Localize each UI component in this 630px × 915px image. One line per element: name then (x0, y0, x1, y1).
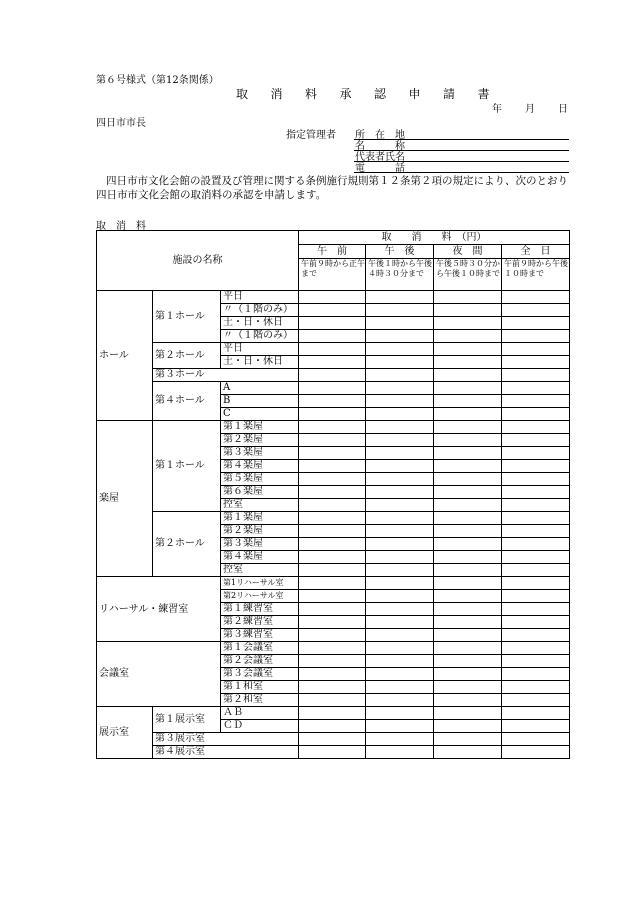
item-label: 土・日・休日 (221, 317, 299, 330)
fee-cell[interactable] (502, 629, 570, 642)
fee-cell[interactable] (366, 616, 434, 629)
fee-cell[interactable] (366, 629, 434, 642)
fee-cell[interactable] (502, 499, 570, 512)
item-label: 〃（１階のみ） (221, 304, 299, 317)
fee-cell[interactable] (299, 473, 366, 486)
item-label: 第１練習室 (221, 603, 299, 616)
fee-cell[interactable] (299, 525, 366, 538)
fee-cell[interactable] (434, 382, 502, 395)
fee-cell[interactable] (434, 551, 502, 564)
fee-cell[interactable] (434, 460, 502, 473)
fee-cell[interactable] (502, 603, 570, 616)
fee-cell[interactable] (502, 746, 570, 759)
fee-cell[interactable] (502, 538, 570, 551)
fee-cell[interactable] (366, 499, 434, 512)
fee-cell[interactable] (299, 369, 366, 382)
fee-cell[interactable] (299, 447, 366, 460)
item-label: 控室 (221, 499, 299, 512)
fee-cell[interactable] (502, 395, 570, 408)
fee-cell[interactable] (299, 564, 366, 577)
fee-cell[interactable] (502, 733, 570, 746)
field-representative: 代表者氏名 (355, 152, 405, 163)
sub-exhibit-1: 第１展示室 (153, 707, 221, 733)
fee-cell[interactable] (434, 668, 502, 681)
fee-cell[interactable] (366, 694, 434, 707)
fee-cell[interactable] (299, 512, 366, 525)
fee-cell[interactable] (502, 291, 570, 304)
sub-dressing-hall-1: 第１ホール (153, 421, 221, 512)
fee-cell[interactable] (299, 486, 366, 499)
fee-cell[interactable] (434, 369, 502, 382)
fee-cell[interactable] (502, 317, 570, 330)
fee-cell[interactable] (502, 694, 570, 707)
item-label: A (221, 382, 299, 395)
fee-cell[interactable] (366, 577, 434, 590)
fee-cell[interactable] (502, 369, 570, 382)
fee-cell[interactable] (502, 473, 570, 486)
form-number: 第６号様式（第12条関係） (96, 75, 219, 86)
page-title: 取消料承認申請書 (236, 87, 513, 101)
item-label: 第２楽屋 (221, 434, 299, 447)
fee-cell[interactable] (502, 642, 570, 655)
fee-cell[interactable] (434, 317, 502, 330)
fee-cell[interactable] (434, 590, 502, 603)
fee-cell[interactable] (299, 746, 366, 759)
fee-cell[interactable] (366, 668, 434, 681)
fee-cell[interactable] (434, 343, 502, 356)
fee-cell[interactable] (366, 525, 434, 538)
sub-hall-1: 第１ホール (153, 291, 221, 343)
applicant-label: 指定管理者 (286, 130, 336, 141)
fee-cell[interactable] (502, 343, 570, 356)
fee-cell[interactable] (434, 330, 502, 343)
item-label: 第１和室 (221, 681, 299, 694)
item-label: 第１楽屋 (221, 512, 299, 525)
fee-cell[interactable] (299, 681, 366, 694)
fee-cell[interactable] (434, 473, 502, 486)
field-phone: 電 話 (355, 163, 405, 174)
fee-cell[interactable] (299, 434, 366, 447)
fee-cell[interactable] (299, 395, 366, 408)
group-dressing-room: 楽屋 (97, 421, 153, 577)
item-label: 第５楽屋 (221, 473, 299, 486)
fee-cell[interactable] (366, 486, 434, 499)
fee-cell[interactable] (299, 460, 366, 473)
group-rehearsal: リハーサル・練習室 (97, 577, 221, 642)
fee-cell[interactable] (299, 577, 366, 590)
fee-cell[interactable] (299, 304, 366, 317)
item-label: 第４楽屋 (221, 460, 299, 473)
date-line: 年 月 日 (492, 104, 569, 115)
period-morning: 午 前 (299, 245, 366, 259)
fee-cell[interactable] (434, 538, 502, 551)
item-label: 平日 (221, 291, 299, 304)
item-label: 第２練習室 (221, 616, 299, 629)
item-label: 〃（１階のみ） (221, 330, 299, 343)
fee-cell[interactable] (299, 629, 366, 642)
fee-cell[interactable] (434, 720, 502, 733)
fee-cell[interactable] (502, 486, 570, 499)
field-address: 所 在 地 (355, 130, 405, 141)
sub-hall-4: 第４ホール (153, 382, 221, 421)
period-allday: 全 日 (502, 245, 570, 259)
item-label: 第４楽屋 (221, 551, 299, 564)
fee-cell[interactable] (434, 304, 502, 317)
body-text: 四日市市文化会館の設置及び管理に関する条例施行規則第１２条第２項の規定により、次のとおり四日市市文化会館の取消料の承認を申請します。 (96, 175, 568, 201)
fee-cell[interactable] (434, 681, 502, 694)
fee-cell[interactable] (299, 356, 366, 369)
fee-cell[interactable] (434, 408, 502, 421)
fee-cell[interactable] (366, 408, 434, 421)
fee-cell[interactable] (434, 421, 502, 434)
sub-hall-3: 第３ホール (153, 369, 299, 382)
fee-cell[interactable] (502, 408, 570, 421)
section-label: 取 消 料 (96, 221, 146, 232)
fee-cell[interactable] (299, 382, 366, 395)
item-label: 第２楽屋 (221, 525, 299, 538)
fee-cell[interactable] (434, 746, 502, 759)
fee-cell[interactable] (366, 447, 434, 460)
fee-cell[interactable] (299, 291, 366, 304)
fee-cell[interactable] (502, 590, 570, 603)
fee-cell[interactable] (502, 447, 570, 460)
item-label: 土・日・休日 (221, 356, 299, 369)
fee-cell[interactable] (299, 655, 366, 668)
fee-cell[interactable] (502, 577, 570, 590)
fee-cell[interactable] (434, 694, 502, 707)
fee-cell[interactable] (299, 694, 366, 707)
fee-cell[interactable] (299, 317, 366, 330)
sub-dressing-hall-2: 第２ホール (153, 512, 221, 577)
field-name: 名 称 (355, 141, 405, 152)
fee-cell[interactable] (366, 603, 434, 616)
fee-cell[interactable] (434, 434, 502, 447)
fee-cell[interactable] (502, 525, 570, 538)
fee-cell[interactable] (502, 668, 570, 681)
fee-cell[interactable] (434, 655, 502, 668)
group-hall: ホール (97, 291, 153, 421)
fee-cell[interactable] (366, 434, 434, 447)
fee-cell[interactable] (366, 330, 434, 343)
item-label: 第３会議室 (221, 668, 299, 681)
fee-cell[interactable] (366, 746, 434, 759)
item-label: ＡＢ (221, 707, 299, 720)
fee-cell[interactable] (299, 642, 366, 655)
sub-exhibit-4: 第４展示室 (153, 746, 299, 759)
fee-cell[interactable] (366, 343, 434, 356)
fee-cell[interactable] (299, 590, 366, 603)
fee-cell[interactable] (299, 421, 366, 434)
fee-cell[interactable] (502, 616, 570, 629)
fee-cell[interactable] (366, 304, 434, 317)
fee-cell[interactable] (366, 382, 434, 395)
fee-cell[interactable] (502, 330, 570, 343)
period-morning-note: 午前９時から正午まで (299, 259, 366, 291)
item-label: 第１会議室 (221, 642, 299, 655)
fee-cell[interactable] (366, 512, 434, 525)
item-label: ＣＤ (221, 720, 299, 733)
item-label: 第１楽屋 (221, 421, 299, 434)
fee-cell[interactable] (502, 421, 570, 434)
fee-cell[interactable] (299, 551, 366, 564)
fee-cell[interactable] (366, 369, 434, 382)
item-label: 第３楽屋 (221, 538, 299, 551)
item-label: B (221, 395, 299, 408)
item-label: 第３練習室 (221, 629, 299, 642)
fee-cell[interactable] (299, 538, 366, 551)
sub-exhibit-3: 第３展示室 (153, 733, 299, 746)
fee-cell[interactable] (434, 733, 502, 746)
fee-cell[interactable] (434, 564, 502, 577)
cancellation-fee-table (96, 230, 570, 759)
sub-hall-2: 第２ホール (153, 343, 221, 369)
fee-cell[interactable] (366, 395, 434, 408)
facility-header: 施設の名称 (97, 231, 299, 291)
fee-cell[interactable] (366, 642, 434, 655)
period-afternoon: 午 後 (366, 245, 434, 259)
fee-cell[interactable] (299, 343, 366, 356)
fee-cell[interactable] (502, 551, 570, 564)
fee-cell[interactable] (502, 681, 570, 694)
fee-header: 取 消 料 （円） (299, 231, 570, 245)
fee-cell[interactable] (299, 603, 366, 616)
fee-cell[interactable] (366, 538, 434, 551)
item-label: 平日 (221, 343, 299, 356)
fee-cell[interactable] (366, 681, 434, 694)
fee-cell[interactable] (366, 707, 434, 720)
fee-cell[interactable] (502, 460, 570, 473)
item-label: C (221, 408, 299, 421)
addressee: 四日市市長 (96, 118, 146, 129)
fee-cell[interactable] (366, 720, 434, 733)
fee-cell[interactable] (434, 447, 502, 460)
fee-cell[interactable] (366, 655, 434, 668)
group-meeting-room: 会議室 (97, 642, 221, 707)
fee-cell[interactable] (366, 356, 434, 369)
fee-cell[interactable] (299, 616, 366, 629)
fee-cell[interactable] (299, 668, 366, 681)
item-label: 第２会議室 (221, 655, 299, 668)
fee-cell[interactable] (434, 707, 502, 720)
fee-cell[interactable] (502, 304, 570, 317)
fee-cell[interactable] (434, 512, 502, 525)
fee-cell[interactable] (434, 499, 502, 512)
fee-cell[interactable] (366, 421, 434, 434)
fee-cell[interactable] (434, 525, 502, 538)
period-afternoon-note: 午後１時から午後４時３０分まで (366, 259, 434, 291)
fee-cell[interactable] (366, 460, 434, 473)
fee-cell[interactable] (502, 512, 570, 525)
fee-cell[interactable] (366, 551, 434, 564)
item-label: 控室 (221, 564, 299, 577)
fee-cell[interactable] (434, 577, 502, 590)
period-allday-note: 午前９時から午後１０時まで (502, 259, 570, 291)
fee-cell[interactable] (434, 291, 502, 304)
fee-cell[interactable] (366, 317, 434, 330)
fee-cell[interactable] (366, 473, 434, 486)
fee-cell[interactable] (299, 733, 366, 746)
fee-cell[interactable] (434, 356, 502, 369)
fee-cell[interactable] (366, 564, 434, 577)
fee-cell[interactable] (434, 629, 502, 642)
fee-cell[interactable] (502, 707, 570, 720)
fee-cell[interactable] (299, 499, 366, 512)
item-label: 第３楽屋 (221, 447, 299, 460)
fee-cell[interactable] (502, 655, 570, 668)
item-label: 第２和室 (221, 694, 299, 707)
fee-cell[interactable] (299, 408, 366, 421)
fee-cell[interactable] (502, 356, 570, 369)
item-label: 第1リハーサル室 (221, 577, 299, 590)
item-label: 第６楽屋 (221, 486, 299, 499)
fee-cell[interactable] (366, 291, 434, 304)
fee-cell[interactable] (434, 395, 502, 408)
fee-cell[interactable] (434, 486, 502, 499)
fee-cell[interactable] (366, 590, 434, 603)
fee-cell[interactable] (299, 330, 366, 343)
period-evening-note: 午後５時３０分から午後１０時まで (434, 259, 502, 291)
period-evening: 夜 間 (434, 245, 502, 259)
fee-cell[interactable] (434, 603, 502, 616)
item-label: 第2リハーサル室 (221, 590, 299, 603)
fee-cell[interactable] (299, 707, 366, 720)
fee-cell[interactable] (434, 616, 502, 629)
fee-cell[interactable] (502, 434, 570, 447)
fee-cell[interactable] (434, 642, 502, 655)
fee-cell[interactable] (366, 733, 434, 746)
fee-cell[interactable] (502, 564, 570, 577)
fee-cell[interactable] (502, 382, 570, 395)
fee-cell[interactable] (299, 720, 366, 733)
field-phone-line (354, 172, 569, 173)
group-exhibition-room: 展示室 (97, 707, 153, 759)
fee-cell[interactable] (502, 720, 570, 733)
